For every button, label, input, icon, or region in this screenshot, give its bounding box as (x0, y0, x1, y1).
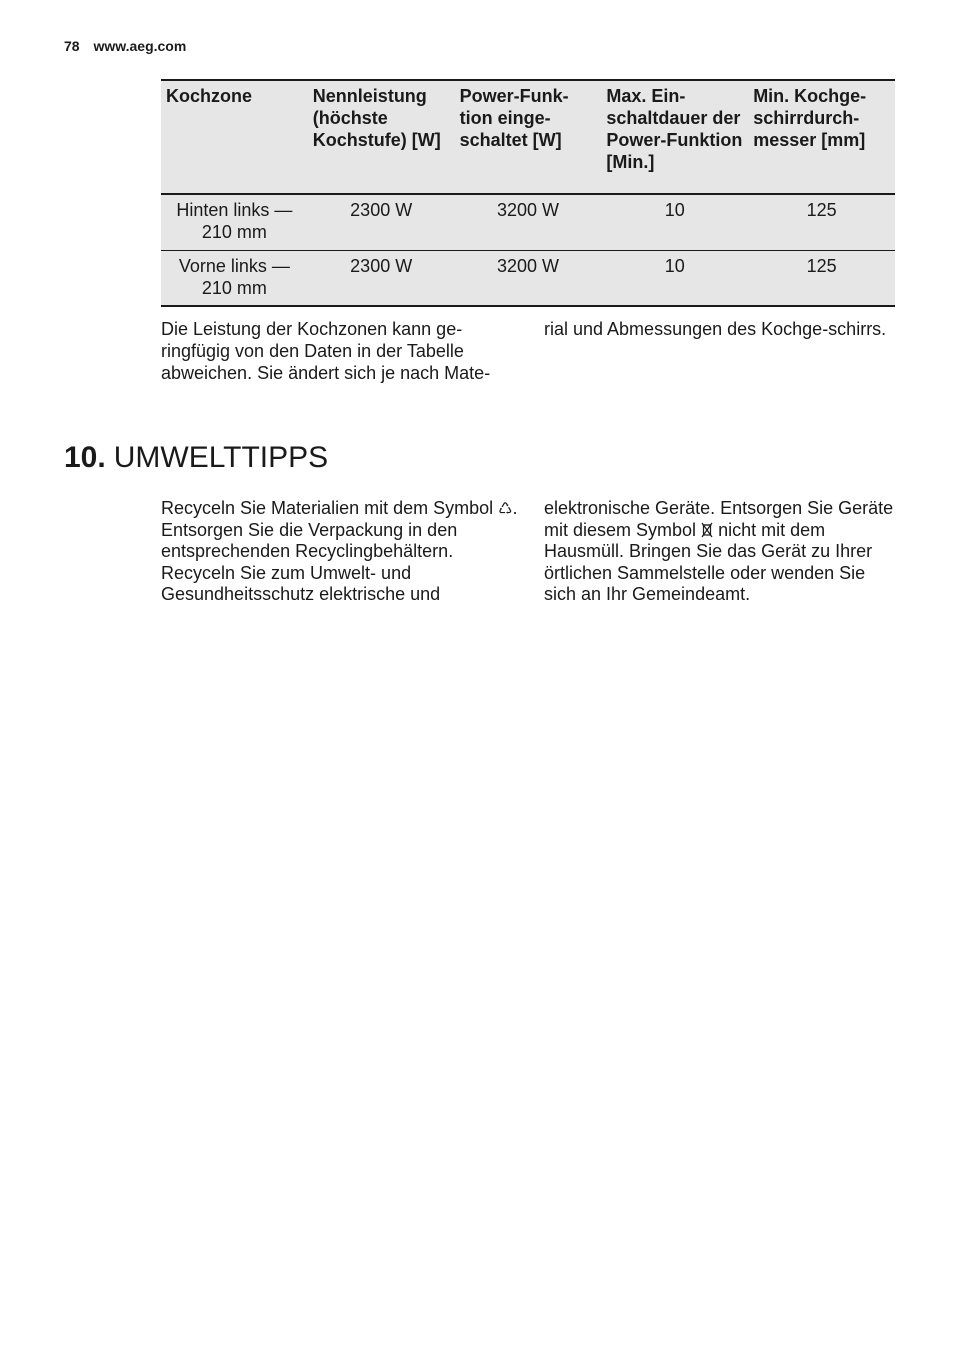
crossed-bin-icon (701, 522, 713, 539)
body-text: nicht mit dem Hausmüll. Bringen Sie das Gerät zu Ihrer örtlichen Sammelstelle oder wenden Sie sich an Ihr Gemeindeamt. (544, 519, 873, 604)
column-header-kochzone: Kochzone (166, 86, 253, 106)
table-header-row (161, 80, 895, 194)
recycle-icon: ♺ (498, 499, 513, 518)
table-cell: Hinten links —210 mm (176, 200, 293, 242)
table-cell: 125 (806, 200, 837, 220)
section-number: 10. (64, 441, 106, 474)
page-number: 78 (64, 38, 80, 54)
body-column-left (161, 498, 521, 606)
table-cell: 3200 W (496, 255, 560, 276)
table-cell: 125 (806, 255, 837, 276)
table-cell: 2300 W (350, 200, 413, 220)
table-cell: 10 (664, 200, 685, 220)
table-row (161, 194, 895, 250)
section-heading (64, 441, 328, 475)
body-column-right (544, 498, 894, 606)
table-cell: 3200 W (496, 200, 560, 220)
body-text: Recyceln Sie Materialien mit dem Symbol (161, 498, 494, 518)
table-cell: 10 (664, 255, 685, 276)
table-cell: Vorne links — 210 mm (178, 255, 290, 298)
column-header-nennleistung: Nennleistung (höchste Kochstufe) [W] (312, 86, 441, 150)
table-cell: 2300 W (350, 255, 413, 276)
cooking-zone-table (161, 79, 895, 307)
body-text: elektronische Geräte. Entsorgen Sie Geräte mit diesem Symbol (544, 498, 894, 540)
column-header-max-einschaltdauer: Max. Ein-schaltdauer der Power-Funktion [Min.] (606, 86, 743, 172)
table-row (161, 250, 895, 306)
table-note-right: rial und Abmessungen des Kochge-schirrs. (544, 319, 887, 339)
section-title: UMWELTTIPPS (113, 441, 329, 474)
table-note-left: Die Leistung der Kochzonen kann ge-ringfügig von den Daten in der Tabelle abweichen. Sie ändert sich je nach Mate- (161, 319, 491, 383)
column-header-min-durchmesser: Min. Kochge-schirrdurch-messer [mm] (753, 86, 867, 150)
website-link[interactable]: www.aeg.com (93, 38, 187, 54)
body-text: . Entsorgen Sie die Verpackung in den entsprechenden Recyclingbehältern. (161, 498, 518, 561)
body-text: Recyceln Sie zum Umwelt- und Gesundheitsschutz elektrische und (161, 562, 441, 604)
column-header-power-funktion: Power-Funk-tion einge-schaltet [W] (459, 86, 569, 150)
page-header (64, 38, 186, 54)
